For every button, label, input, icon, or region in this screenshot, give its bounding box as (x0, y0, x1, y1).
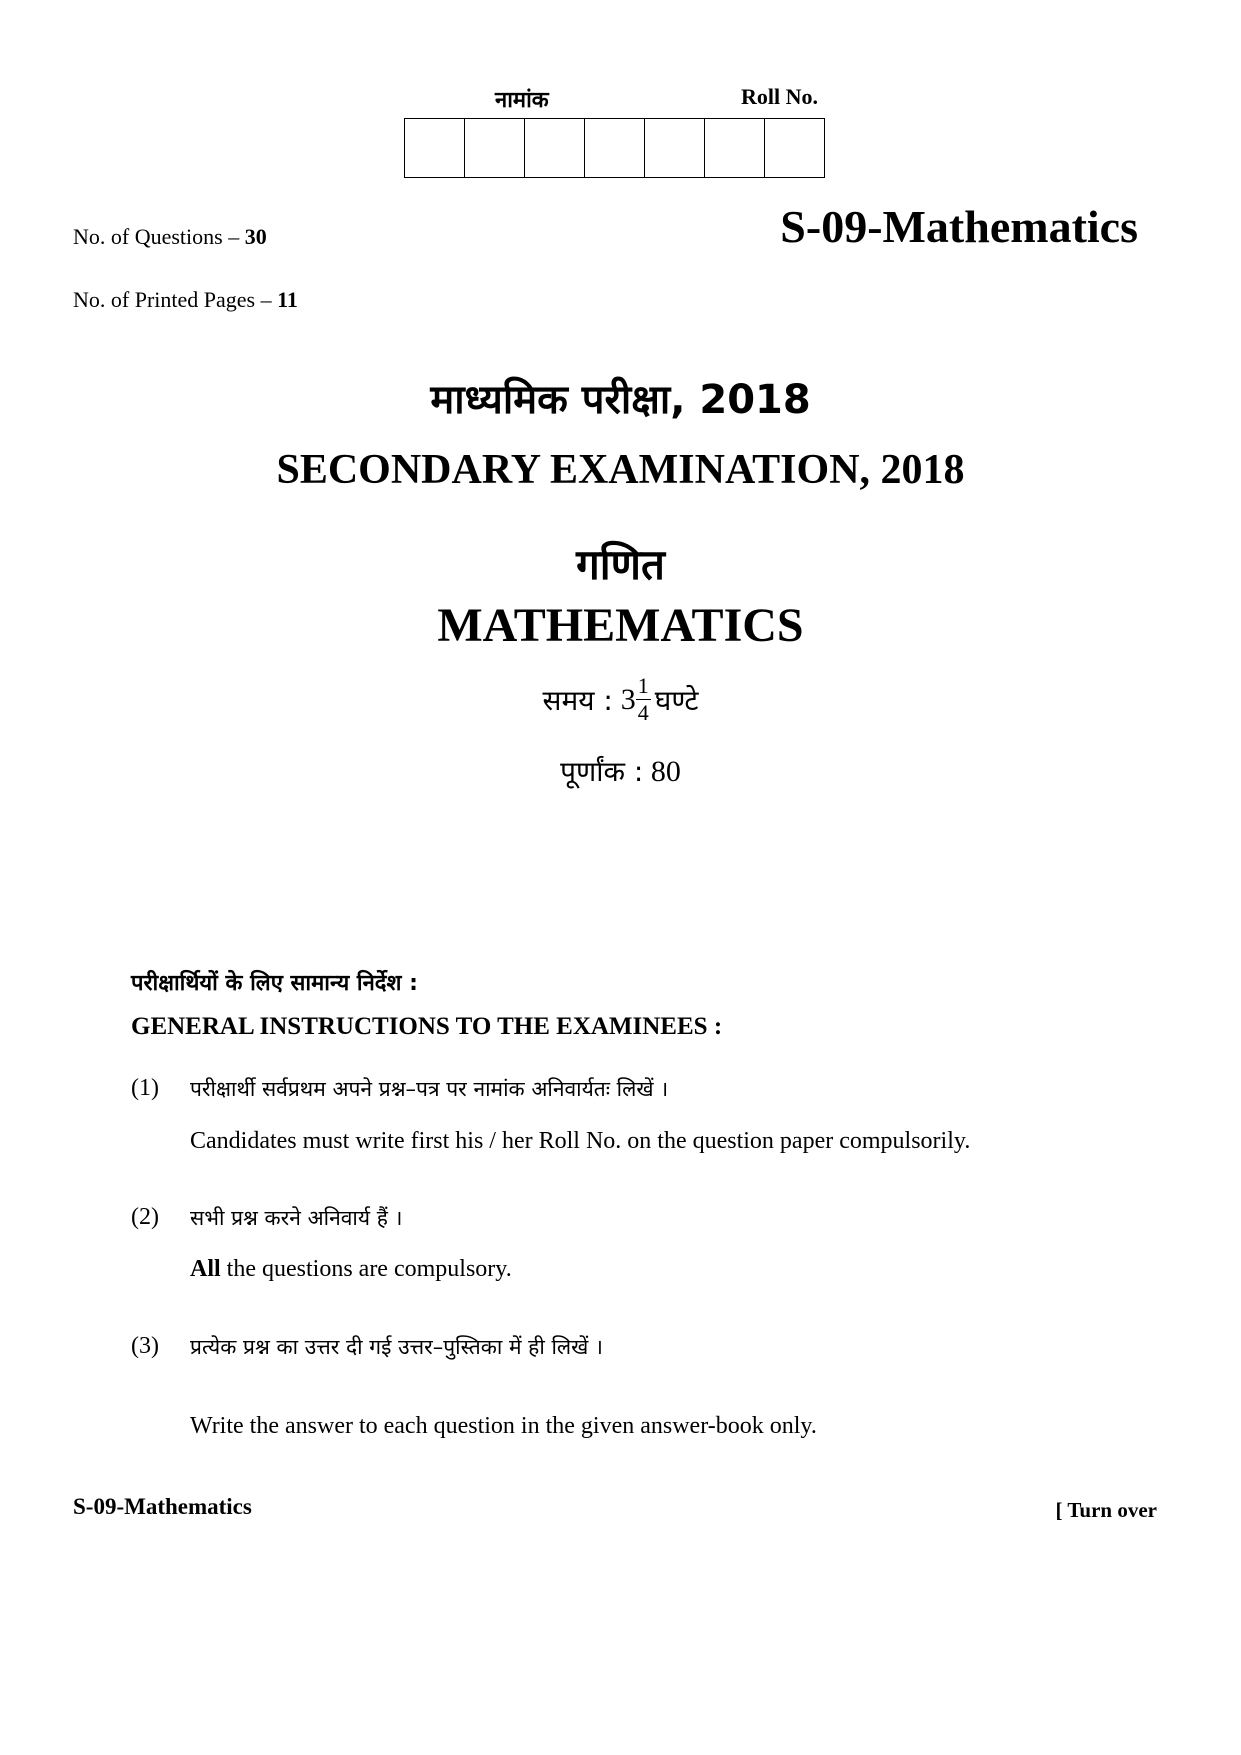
roll-number-box[interactable] (465, 119, 525, 177)
instruction-3-number: (3) (131, 1333, 159, 1359)
instruction-2-number: (2) (131, 1204, 159, 1230)
questions-value: 30 (244, 224, 267, 249)
subject-title-english: MATHEMATICS (437, 599, 804, 652)
pages-label: No. of Printed Pages – (73, 287, 272, 312)
exam-title-hindi: माध्यमिक परीक्षा, 2018 (430, 377, 811, 423)
roll-label-hindi: नामांक (495, 88, 549, 113)
marks-value: 80 (650, 755, 681, 788)
time-numerator: 1 (637, 673, 649, 698)
paper-code-title: S-09-Mathematics (780, 201, 1138, 252)
time-allowed (0, 675, 1241, 724)
time-denominator: 4 (637, 700, 649, 725)
instructions-heading-english: GENERAL INSTRUCTIONS TO THE EXAMINEES : (131, 1013, 723, 1040)
roll-number-box[interactable] (705, 119, 765, 177)
instruction-2-english-rest: the questions are compulsory. (220, 1256, 512, 1282)
instruction-1-number: (1) (131, 1075, 159, 1101)
instruction-3-hindi: प्रत्येक प्रश्न का उत्तर दी गई उत्तर–पुस्तिका में ही लिखें । (190, 1335, 603, 1359)
instruction-3-english: Write the answer to each question in the given answer-book only. (190, 1413, 817, 1439)
max-marks (0, 752, 1241, 790)
instruction-1-english: Candidates must write first his / her Roll No. on the question paper compulsorily. (190, 1128, 971, 1154)
instruction-2-hindi: सभी प्रश्न करने अनिवार्य हैं । (190, 1206, 403, 1230)
instruction-1-hindi: परीक्षार्थी सर्वप्रथम अपने प्रश्न–पत्र पर नामांक अनिवार्यतः लिखें । (190, 1077, 669, 1101)
roll-number-box[interactable] (405, 119, 465, 177)
roll-number-box[interactable] (645, 119, 705, 177)
pages-count (73, 287, 298, 313)
footer-paper-code: S-09-Mathematics (73, 1494, 252, 1519)
questions-label: No. of Questions – (73, 224, 240, 249)
subject-title-hindi: गणित (576, 540, 665, 589)
pages-value: 11 (277, 287, 298, 312)
roll-number-box[interactable] (585, 119, 645, 177)
roll-number-box[interactable] (765, 119, 825, 177)
time-unit: घण्टे (654, 683, 699, 717)
instruction-2-english-bold: All (190, 1256, 221, 1282)
instructions-heading-hindi: परीक्षार्थियों के लिए सामान्य निर्देश : (131, 971, 418, 996)
roll-label-english: Roll No. (741, 84, 818, 109)
time-whole: 3 (620, 682, 636, 716)
time-label: समय : (542, 683, 613, 717)
roll-number-boxes[interactable] (404, 118, 825, 178)
questions-count (73, 224, 267, 250)
exam-title-english: SECONDARY EXAMINATION, 2018 (276, 447, 965, 493)
marks-label: पूर्णांक : (560, 755, 644, 788)
turn-over-label: [ Turn over (1055, 1498, 1157, 1522)
instruction-2-english (190, 1256, 512, 1283)
roll-number-box[interactable] (525, 119, 585, 177)
time-fraction (636, 675, 651, 724)
